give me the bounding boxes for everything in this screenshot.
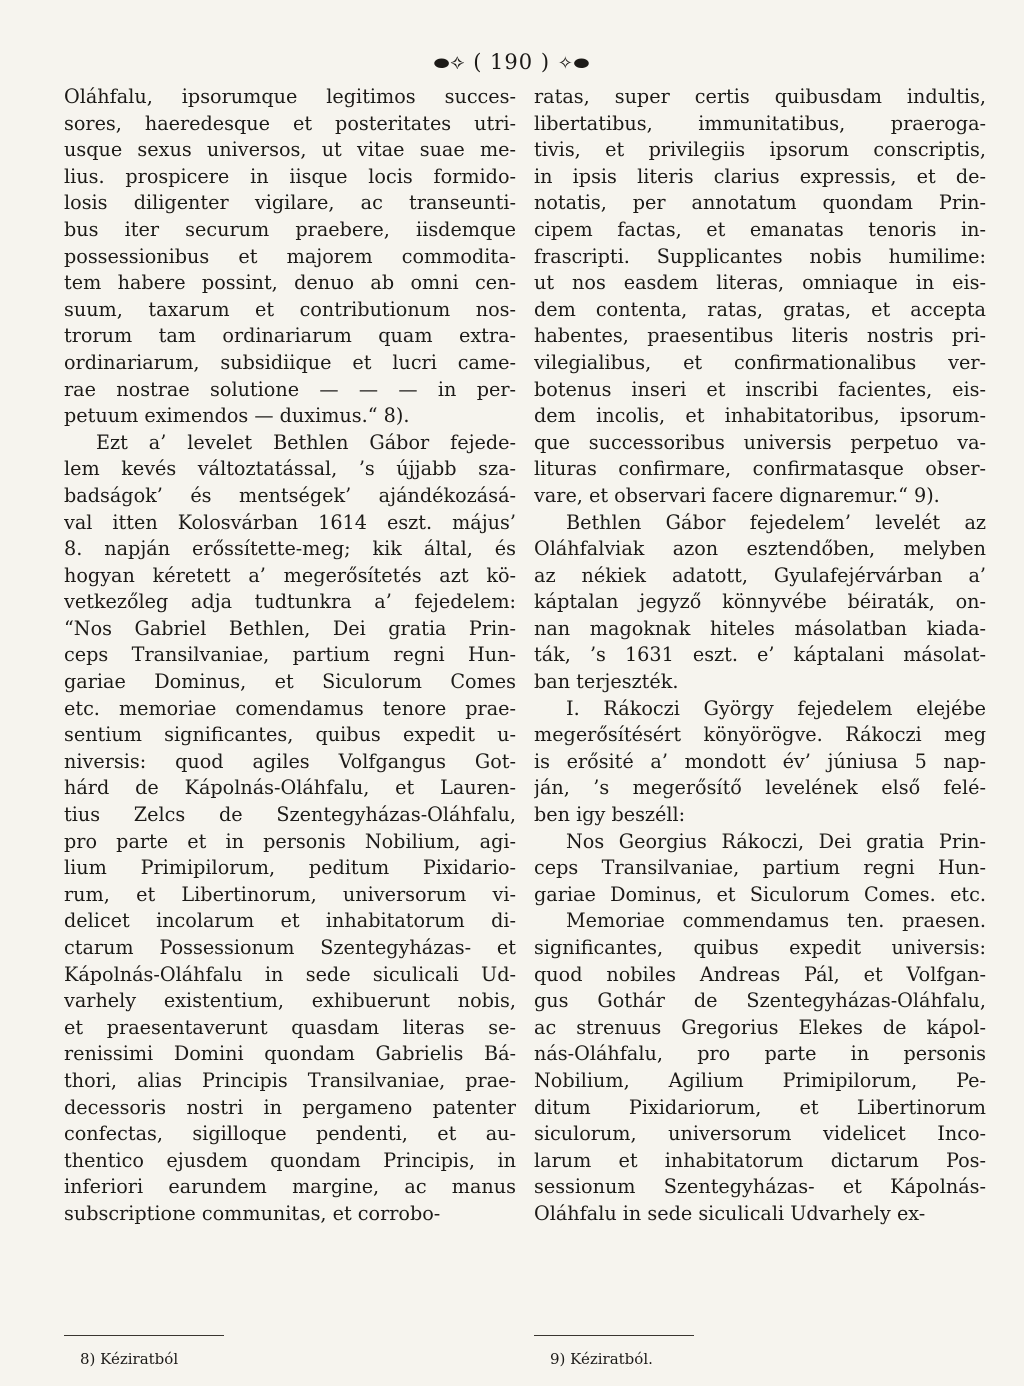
text-line: lium Primipilorum, peditum Pixidario-: [64, 856, 516, 880]
text-line: lius. prospicere in iisque locis formido-: [64, 164, 516, 188]
text-line: suum, taxarum et contributionum nos-: [64, 297, 516, 321]
text-line: quod nobiles Andreas Pál, et Volfgan-: [534, 962, 986, 986]
footnote-divider-right: [534, 1335, 694, 1336]
text-line: val itten Kolosvárban 1614 eszt. május’: [64, 510, 516, 534]
text-line: subscriptione communitas, et corrobo-: [64, 1201, 441, 1225]
text-line: is erősité a’ mondott év’ júniusa 5 nap-: [534, 749, 986, 773]
text-line: ditum Pixidariorum, et Libertinorum: [534, 1095, 986, 1119]
page-header: [0, 50, 1024, 74]
text-line: ban terjeszték.: [534, 670, 679, 694]
text-line: Oláhfalu, ipsorumque legitimos succes-: [64, 85, 516, 108]
text-line: badságok’ és mentségek’ ajándékozásá-: [64, 483, 516, 507]
text-line: ac strenuus Gregorius Elekes de kápol-: [534, 1015, 986, 1039]
text-line: hárd de Kápolnás-Oláhfalu, et Lauren-: [64, 776, 516, 800]
ornament-right-icon: ✧⬬: [557, 53, 591, 74]
text-line: siculorum, universorum videlicet Inco-: [534, 1122, 986, 1146]
text-line: delicet incolarum et inhabitatorum di-: [64, 909, 516, 933]
text-line: káptalan jegyző könnyvébe béiraták, on-: [534, 590, 986, 614]
text-line: frascripti. Supplicantes nobis humilime:: [534, 244, 986, 268]
text-line: Memoriae commendamus ten. praesen.: [566, 909, 986, 933]
text-line: pro parte et in personis Nobilium, agi-: [64, 829, 516, 853]
text-line: dem incolis, et inhabitatoribus, ipsorum-: [534, 404, 986, 428]
text-line: notatis, per annotatum quondam Prin-: [534, 191, 986, 215]
text-line: ratas, super certis quibusdam indultis,: [534, 85, 986, 108]
text-line: megerősítésért könyörögve. Rákoczi meg: [534, 723, 986, 747]
text-line: bus iter securum praebere, iisdemque: [64, 217, 516, 241]
text-line: que successoribus universis perpetuo va-: [534, 430, 986, 454]
text-line: thentico ejusdem quondam Principis, in: [64, 1148, 516, 1172]
text-line: Nobilium, Agilium Primipilorum, Pe-: [534, 1068, 986, 1092]
text-line: thori, alias Principis Transilvaniae, prae-: [64, 1068, 516, 1092]
page-number: ( 190 ): [473, 50, 551, 74]
text-line: tius Zelcs de Szentegyházas-Oláhfalu,: [64, 803, 516, 827]
text-line: petuum eximendos — duximus.“ 8).: [64, 404, 410, 428]
footnote-right: 9) Kéziratból.: [550, 1350, 653, 1368]
text-line: confectas, sigilloque pendenti, et au-: [64, 1122, 516, 1146]
text-line: Nos Georgius Rákoczi, Dei gratia Prin-: [566, 829, 986, 853]
text-line: nás-Oláhfalu, pro parte in personis: [534, 1042, 986, 1066]
text-line: cipem factas, et emanatas tenoris in-: [534, 217, 986, 241]
text-line: renissimi Domini quondam Gabrielis Bá-: [64, 1042, 516, 1066]
text-line: ctarum Possessionum Szentegyházas- et: [64, 936, 516, 959]
text-line: vare, et observari facere dignaremur.“ 9).: [534, 483, 940, 507]
text-line: ut nos easdem literas, omniaque in eis-: [534, 271, 986, 295]
text-line: significantes, quibus expedit universis:: [534, 936, 986, 959]
text-line: Bethlen Gábor fejedelem’ levelét az: [566, 510, 986, 534]
text-line: tivis, et privilegiis ipsorum conscriptis,: [534, 138, 986, 162]
text-line: “Nos Gabriel Bethlen, Dei gratia Prin-: [64, 616, 516, 640]
text-line: ceps Transilvaniae, partium regni Hun-: [64, 643, 516, 667]
text-line: tem habere possint, denuo ab omni cen-: [64, 271, 516, 295]
text-line: vilegialibus, et confirmationalibus ver-: [534, 350, 986, 374]
ornament-left-icon: ⬬✧: [433, 53, 466, 74]
text-line: decessoris nostri in pergameno patenter: [64, 1095, 516, 1119]
text-line: gariae Dominus, et Siculorum Comes. etc.: [534, 882, 986, 906]
text-line: ordinariarum, subsidiique et lucri came-: [64, 350, 516, 374]
left-column: [64, 84, 516, 1228]
text-line: sessionum Szentegyházas- et Kápolnás-: [534, 1175, 986, 1199]
text-line: sores, haeredesque et posteritates utri-: [64, 111, 516, 135]
text-line: dem contenta, ratas, gratas, et accepta: [534, 297, 986, 321]
text-line: az nékiek adatott, Gyulafejérvárban a’: [534, 563, 986, 587]
text-line: ták, ’s 1631 eszt. e’ káptalani másolat-: [534, 643, 986, 667]
text-line: trorum tam ordinariarum quam extra-: [64, 324, 516, 348]
right-column: [534, 84, 986, 1228]
text-line: hogyan kéretett a’ megerősítetés azt kö-: [64, 563, 516, 587]
text-line: rum, et Libertinorum, universorum vi-: [64, 882, 516, 906]
text-line: sentium significantes, quibus expedit u-: [64, 723, 516, 747]
text-line: etc. memoriae comendamus tenore prae-: [64, 696, 516, 720]
text-line: lituras confirmare, confirmatasque obser-: [534, 457, 986, 481]
text-line: libertatibus, immunitatibus, praeroga-: [534, 111, 986, 135]
text-line: niversis: quod agiles Volfgangus Got-: [64, 749, 516, 773]
text-line: inferiori earundem margine, ac manus: [64, 1175, 516, 1199]
text-line: ceps Transilvaniae, partium regni Hun-: [534, 856, 986, 880]
text-line: lem kevés változtatással, ’s újjabb sza-: [64, 457, 516, 481]
text-line: gus Gothár de Szentegyházas-Oláhfalu,: [534, 989, 986, 1013]
text-line: rae nostrae solutione — — — in per-: [64, 377, 516, 401]
text-line: nan magoknak hiteles másolatban kiada-: [534, 616, 986, 640]
footnote-left: 8) Kéziratból: [80, 1350, 179, 1368]
text-line: 8. napján erőssítette-meg; kik által, és: [64, 537, 516, 561]
text-line: varhely existentium, exhibuerunt nobis,: [64, 989, 516, 1013]
text-line: larum et inhabitatorum dictarum Pos-: [534, 1148, 986, 1172]
text-line: possessionibus et majorem commodita-: [64, 244, 516, 268]
text-line: Kápolnás-Oláhfalu in sede siculicali Ud-: [64, 962, 516, 986]
text-line: in ipsis literis clarius expressis, et de-: [534, 164, 986, 188]
text-line: Ezt a’ levelet Bethlen Gábor fejede-: [96, 430, 516, 454]
footnote-divider-left: [64, 1335, 224, 1336]
text-line: et praesentaverunt quasdam literas se-: [64, 1015, 516, 1039]
text-line: Oláhfalviak azon esztendőben, melyben: [534, 537, 986, 561]
text-line: ján, ’s megerősítő levelének első felé-: [534, 776, 986, 800]
text-line: I. Rákoczi György fejedelem elejébe: [566, 696, 986, 720]
text-line: vetkezőleg adja tudtunkra a’ fejedelem:: [64, 590, 516, 614]
text-line: ben igy beszéll:: [534, 803, 686, 827]
text-line: Oláhfalu in sede siculicali Udvarhely ex-: [534, 1201, 926, 1225]
text-line: habentes, praesentibus literis nostris pri-: [534, 324, 986, 348]
text-line: usque sexus universos, ut vitae suae me-: [64, 138, 516, 162]
text-line: losis diligenter vigilare, ac transeunti-: [64, 191, 516, 215]
text-line: gariae Dominus, et Siculorum Comes: [64, 670, 516, 694]
text-line: botenus inseri et inscribi facientes, eis-: [534, 377, 986, 401]
